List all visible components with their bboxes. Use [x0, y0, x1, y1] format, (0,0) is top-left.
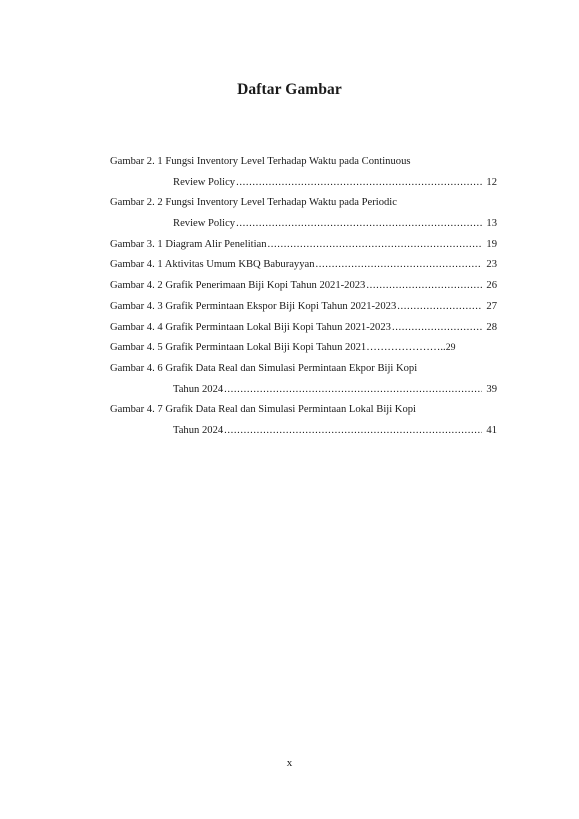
- entry-label: Gambar 4. 4: [110, 321, 163, 333]
- dot-leader: [236, 173, 482, 194]
- entry-title-continued: Tahun 2024: [173, 424, 224, 436]
- figure-entry[interactable]: [110, 297, 497, 318]
- figure-entry[interactable]: [110, 318, 497, 339]
- entry-continuation-line: [110, 380, 497, 401]
- entry-title: Grafik Data Real dan Simulasi Permintaan Lokal Biji Kopi: [165, 404, 416, 416]
- figure-entry[interactable]: [110, 276, 497, 297]
- page-title: Daftar Gambar: [237, 81, 342, 98]
- entry-label: Gambar 2. 2: [110, 197, 163, 209]
- entry-continuation-line: [110, 421, 497, 442]
- entry-title: Grafik Permintaan Ekspor Biji Kopi Tahun 2021-2023: [165, 300, 397, 312]
- figure-entry[interactable]: [110, 255, 497, 276]
- entry-text: [110, 276, 365, 297]
- entry-page-number: 29: [445, 342, 456, 354]
- ellipsis-leader: …………………..: [366, 342, 446, 354]
- entry-label: Gambar 3. 1: [110, 238, 163, 250]
- figure-entry[interactable]: [110, 152, 497, 193]
- entry-label: Gambar 2. 1: [110, 156, 163, 167]
- entry-page-number: 26: [486, 280, 497, 292]
- dot-leader: [397, 297, 482, 318]
- entry-page-number: 41: [486, 424, 497, 436]
- dot-leader: [316, 255, 482, 276]
- entry-first-line: [110, 359, 497, 380]
- figure-entry[interactable]: [110, 193, 497, 234]
- entry-title: Diagram Alir Penelitian: [165, 238, 267, 250]
- entry-text: [110, 255, 315, 276]
- entry-first-line: [110, 193, 497, 214]
- entry-continuation-line: [110, 173, 497, 194]
- entry-title: Grafik Penerimaan Biji Kopi Tahun 2021-2023: [165, 280, 366, 292]
- entry-text: [110, 297, 396, 318]
- figure-entry[interactable]: [110, 400, 497, 441]
- dot-leader: [366, 276, 482, 297]
- figure-entry[interactable]: [110, 359, 497, 400]
- entry-label: Gambar 4. 6: [110, 362, 163, 374]
- entry-page-number: 27: [486, 300, 497, 312]
- dot-leader: [224, 380, 482, 401]
- entry-title: Grafik Permintaan Lokal Biji Kopi Tahun 2021-2023: [165, 321, 391, 333]
- figure-entry[interactable]: [110, 235, 497, 256]
- dot-leader: [224, 421, 482, 442]
- entry-text: [110, 318, 391, 339]
- dot-leader: [236, 214, 482, 235]
- entry-page-number: 28: [486, 321, 497, 333]
- entry-title-continued: Review Policy: [173, 218, 236, 230]
- dot-leader: [392, 318, 482, 339]
- entry-title: Fungsi Inventory Level Terhadap Waktu pada Periodic: [165, 197, 397, 209]
- entry-page-number: 12: [486, 176, 497, 188]
- entry-label: Gambar 4. 3: [110, 300, 163, 312]
- entry-page-number: 23: [486, 259, 497, 271]
- entry-page-number: 39: [486, 383, 497, 395]
- entry-title-continued: Review Policy: [173, 176, 236, 188]
- entry-label: Gambar 4. 7: [110, 404, 163, 416]
- page-number: x: [286, 757, 293, 769]
- entry-label: Gambar 4. 1: [110, 259, 163, 271]
- entry-page-number: 13: [486, 218, 497, 230]
- entry-title: Aktivitas Umum KBQ Baburayyan: [164, 259, 315, 271]
- figure-list: [110, 152, 497, 442]
- dot-leader: [268, 235, 482, 256]
- entry-page-number: 19: [486, 238, 497, 250]
- entry-title: Grafik Permintaan Lokal Biji Kopi Tahun 2021: [165, 342, 367, 354]
- figure-entry[interactable]: [110, 338, 497, 359]
- entry-first-line: [110, 152, 497, 173]
- entry-label: Gambar 4. 2: [110, 280, 163, 292]
- entry-title: Fungsi Inventory Level Terhadap Waktu pada Continuous: [165, 156, 411, 167]
- entry-title-continued: Tahun 2024: [173, 383, 224, 395]
- entry-label: Gambar 4. 5: [110, 342, 163, 354]
- entry-continuation-line: [110, 214, 497, 235]
- entry-text: [110, 235, 267, 256]
- entry-title: Grafik Data Real dan Simulasi Permintaan Ekpor Biji Kopi: [165, 362, 418, 374]
- entry-first-line: [110, 400, 497, 421]
